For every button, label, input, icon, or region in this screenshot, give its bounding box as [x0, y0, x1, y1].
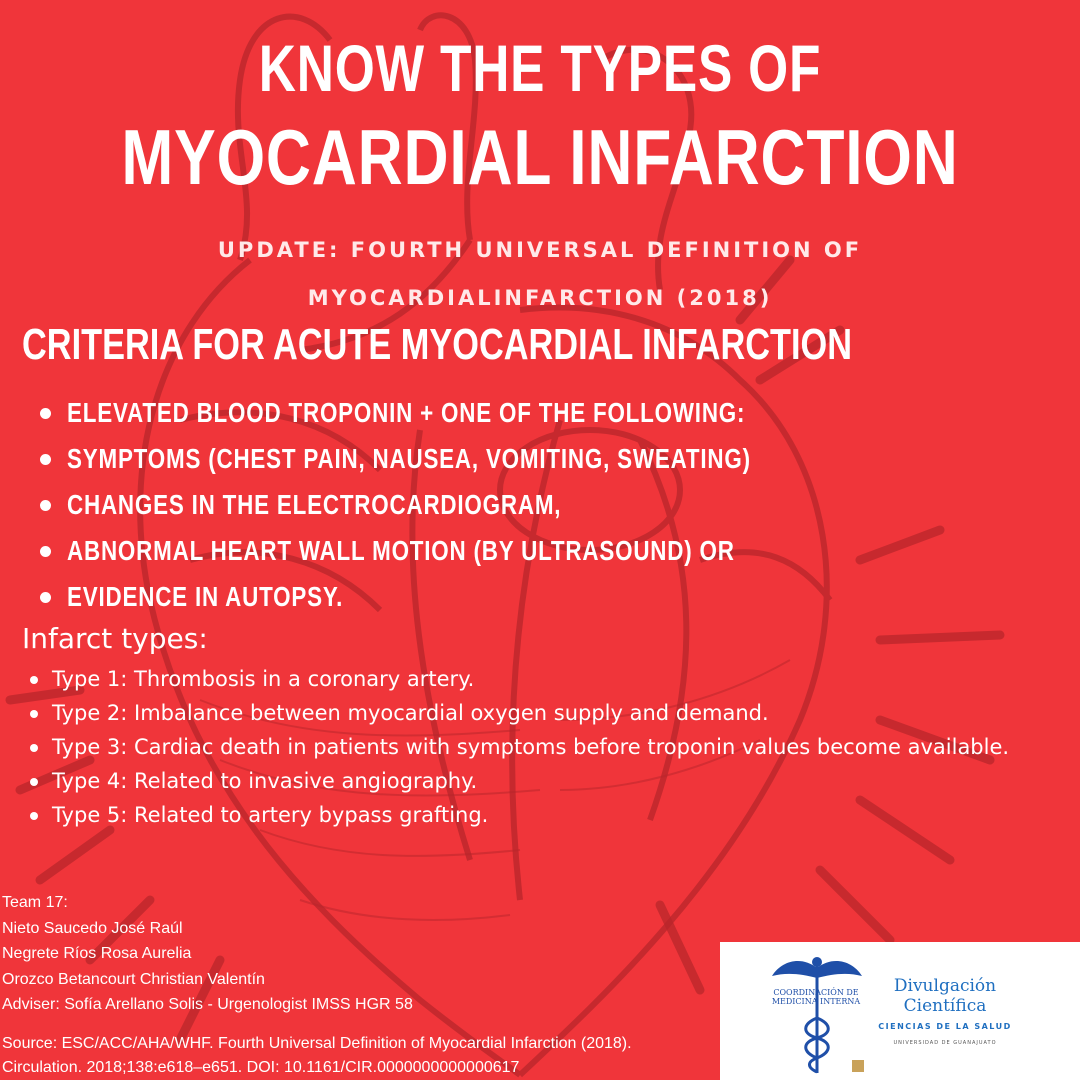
divulgacion-university: UNIVERSIDAD DE GUANAJUATO	[893, 1040, 997, 1046]
title-line-2: MYOCARDIAL INFARCTION	[121, 113, 959, 201]
bullet-icon	[30, 812, 38, 820]
infarct-type-text: Type 3: Cardiac death in patients with symptoms before troponin values become available.	[52, 735, 1010, 759]
title-line-1: KNOW THE TYPES OF	[258, 31, 822, 105]
team-label: Team 17:	[2, 894, 68, 911]
infarct-type-item	[30, 800, 1030, 831]
criteria-list	[40, 390, 922, 620]
infarct-type-item	[30, 732, 1030, 763]
bullet-icon	[40, 592, 51, 603]
divulgacion-logo-title	[870, 976, 1020, 1016]
criteria-item-text: ELEVATED BLOOD TROPONIN + ONE OF THE FOLLOWING:	[67, 397, 746, 428]
criteria-item	[40, 574, 922, 620]
bullet-icon	[30, 676, 38, 684]
criteria-item-text: SYMPTOMS (CHEST PAIN, NAUSEA, VOMITING, SWEATING)	[67, 443, 751, 474]
team-adviser: Adviser: Sofía Arellano Solis - Urgenologist IMSS HGR 58	[2, 996, 413, 1013]
bullet-icon	[40, 454, 51, 465]
caduceus-logo-icon	[762, 948, 872, 1078]
infarct-type-text: Type 1: Thrombosis in a coronary artery.	[52, 667, 475, 691]
bullet-icon	[30, 710, 38, 718]
divulgacion-title-line-2: Científica	[903, 996, 987, 1016]
criteria-item	[40, 482, 922, 528]
criteria-item	[40, 528, 922, 574]
infarct-type-item	[30, 664, 1030, 695]
team-member: Nieto Saucedo José Raúl	[2, 919, 183, 937]
criteria-item-text: ABNORMAL HEART WALL MOTION (BY ULTRASOUND) OR	[67, 535, 735, 566]
subtitle-line-2: MYOCARDIALINFARCTION (2018)	[307, 286, 773, 310]
bullet-icon	[40, 500, 51, 511]
divulgacion-title-line-1: Divulgación	[893, 976, 997, 996]
criteria-item-text: CHANGES IN THE ELECTROCARDIOGRAM,	[67, 489, 562, 520]
team-credits	[2, 890, 413, 1018]
bullet-icon	[40, 408, 51, 419]
logo-panel	[720, 942, 1080, 1080]
infarct-type-item	[30, 766, 1030, 797]
divulgacion-subtitle: CIENCIAS DE LA SALUD	[878, 1022, 1012, 1031]
source-line-2: Circulation. 2018;138:e618–e651. DOI: 10.1161/CIR.0000000000000617	[2, 1059, 520, 1076]
bullet-icon	[30, 778, 38, 786]
criteria-heading: CRITERIA FOR ACUTE MYOCARDIAL INFARCTION	[22, 320, 853, 369]
infarct-type-text: Type 4: Related to invasive angiography.	[52, 769, 478, 793]
criteria-item	[40, 390, 922, 436]
criteria-item-text: EVIDENCE IN AUTOPSY.	[67, 581, 344, 612]
coordination-logo-text: COORDINACIÓN DE MEDICINA INTERNA	[771, 988, 861, 1006]
criteria-item	[40, 436, 922, 482]
infarct-type-item	[30, 698, 1030, 729]
team-member: Negrete Ríos Rosa Aurelia	[2, 945, 192, 962]
subtitle-line-1: UPDATE: FOURTH UNIVERSAL DEFINITION OF	[217, 238, 863, 262]
infarct-type-text: Type 2: Imbalance between myocardial oxygen supply and demand.	[52, 701, 769, 725]
source-line-1: Source: ESC/ACC/AHA/WHF. Fourth Universal Definition of Myocardial Infarction (2018).	[2, 1035, 632, 1052]
infarct-types-list	[30, 664, 1030, 834]
infarct-type-text: Type 5: Related to artery bypass grafting.	[52, 803, 489, 827]
bullet-icon	[40, 546, 51, 557]
team-member: Orozco Betancourt Christian Valentín	[2, 970, 265, 988]
infarct-types-heading: Infarct types:	[22, 622, 208, 655]
source-citation	[2, 1032, 722, 1080]
bullet-icon	[30, 744, 38, 752]
